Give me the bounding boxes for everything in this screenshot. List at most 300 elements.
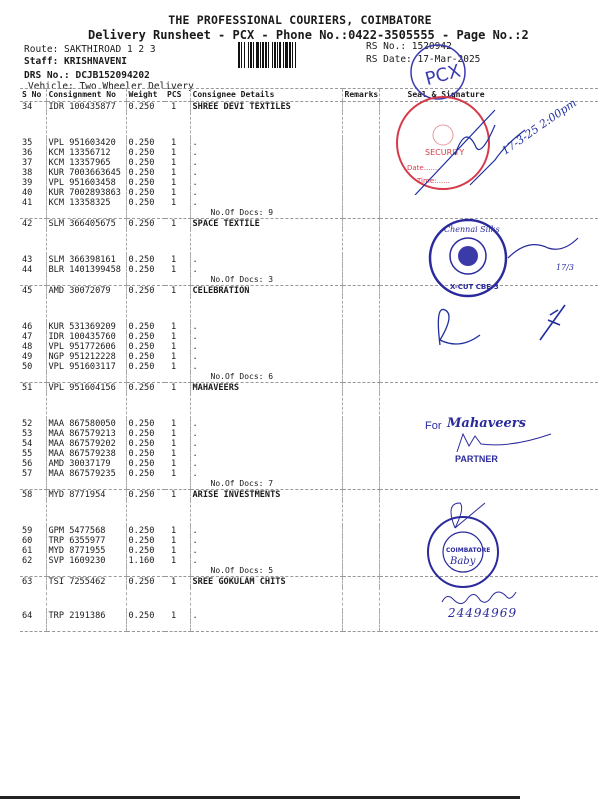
weight-cell: 0.250	[126, 332, 165, 342]
remarks-cell	[342, 439, 379, 449]
spacer-cell	[379, 587, 598, 611]
sno-cell: 42	[22, 219, 33, 229]
consignee-cell: .	[190, 168, 342, 178]
docs-row-cell	[379, 479, 598, 490]
spacer-cell	[46, 229, 126, 255]
pcs-cell: 1	[171, 265, 177, 275]
seal-cell	[379, 102, 598, 113]
spacer-cell	[342, 229, 379, 255]
weight-cell: 1.160	[126, 556, 165, 566]
docs-count: No.Of Docs: 5	[190, 566, 342, 577]
spacer-cell	[165, 500, 190, 526]
spacer-cell	[20, 296, 46, 322]
consignee-cell: ARISE INVESTMENTS	[190, 490, 342, 501]
weight-cell: 0.250	[126, 198, 165, 208]
table-row	[20, 219, 598, 230]
seal-cell	[379, 332, 598, 342]
pcs-cell: 1	[171, 419, 177, 429]
table-row	[20, 419, 598, 429]
runsheet-table	[20, 88, 598, 632]
docs-row-cell	[165, 566, 190, 577]
sno-cell: 47	[22, 332, 33, 342]
docs-count-row	[20, 208, 598, 219]
seal-cell	[379, 148, 598, 158]
seal-cell	[379, 322, 598, 332]
seal-cell	[379, 138, 598, 148]
docs-row-cell	[165, 621, 190, 632]
consignee-cell: .	[190, 188, 342, 198]
spacer-cell	[126, 393, 165, 419]
docs-row-cell	[126, 566, 165, 577]
docs-row-cell	[342, 621, 379, 632]
docs-row-cell	[46, 479, 126, 490]
weight-cell: 0.250	[126, 255, 165, 265]
pcs-cell: 1	[171, 178, 177, 188]
pcs-cell: 1	[171, 611, 177, 621]
table-row	[20, 526, 598, 536]
pcs-cell: 1	[171, 526, 177, 536]
spacer-cell	[342, 112, 379, 138]
consignee-cell: CELEBRATION	[190, 286, 342, 297]
pcs-cell: 1	[171, 362, 177, 372]
table-row	[20, 342, 598, 352]
consignment-cell: MAA 867579202	[46, 439, 126, 449]
remarks-cell	[342, 459, 379, 469]
shree-devi-sign: 17-3-25 2:00pm	[499, 96, 579, 158]
table-row	[20, 362, 598, 372]
svg-text:Date.......: Date.......	[407, 164, 440, 172]
seal-cell	[379, 362, 598, 372]
seal-cell	[379, 198, 598, 208]
remarks-cell	[342, 255, 379, 265]
sno-cell: 36	[22, 148, 33, 158]
seal-cell	[379, 556, 598, 566]
spacer-cell	[165, 587, 190, 611]
consignee-cell: .	[190, 342, 342, 352]
spacer-cell	[46, 393, 126, 419]
svg-text:Chennai Silks: Chennai Silks	[444, 225, 500, 234]
consignment-cell: AMD 30037179	[46, 459, 126, 469]
seal-cell	[379, 459, 598, 469]
consignee-cell: MAHAVEERS	[190, 383, 342, 394]
weight-cell: 0.250	[126, 138, 165, 148]
remarks-cell	[342, 352, 379, 362]
weight-cell: 0.250	[126, 352, 165, 362]
vehicle: Vehicle: Two Wheeler Delivery	[28, 81, 194, 92]
weight-cell: 0.250	[126, 158, 165, 168]
pcs-cell: 1	[171, 383, 177, 393]
spacer-cell	[126, 296, 165, 322]
table-row	[20, 459, 598, 469]
pcs-cell: 1	[171, 255, 177, 265]
spacer-cell	[20, 112, 46, 138]
pcs-cell: 1	[171, 536, 177, 546]
mahaveers-for: For	[425, 420, 442, 432]
pcs-cell: 1	[171, 332, 177, 342]
docs-row-cell	[46, 275, 126, 286]
weight-cell: 0.250	[126, 439, 165, 449]
consignment-cell: KUR 7003663645	[46, 168, 126, 178]
docs-row-cell	[342, 566, 379, 577]
consignee-cell: .	[190, 255, 342, 265]
docs-count: No.Of Docs: 9	[190, 208, 342, 219]
spacer-cell	[379, 296, 598, 322]
row-spacer	[20, 296, 598, 322]
remarks-cell	[342, 449, 379, 459]
table-row	[20, 168, 598, 178]
spacer-cell	[126, 587, 165, 611]
consignee-cell: SREE GOKULAM CHITS	[190, 577, 342, 588]
docs-row-cell	[165, 208, 190, 219]
consignment-cell: KCM 13356712	[46, 148, 126, 158]
consignment-cell: SVP 1609230	[46, 556, 126, 566]
consignee-cell: .	[190, 322, 342, 332]
docs-count: No.Of Docs: 7	[190, 479, 342, 490]
table-header	[20, 89, 598, 102]
remarks-cell	[342, 546, 379, 556]
consignee-cell: .	[190, 362, 342, 372]
sno-cell: 44	[22, 265, 33, 275]
docs-count-row	[20, 479, 598, 490]
seal-cell	[379, 449, 598, 459]
rs-number: RS No.: 1520942	[366, 41, 452, 52]
spacer-cell	[20, 229, 46, 255]
remarks-cell	[342, 342, 379, 352]
sno-cell: 41	[22, 198, 33, 208]
sno-cell: 59	[22, 526, 33, 536]
seal-cell	[379, 490, 598, 501]
remarks-cell	[342, 178, 379, 188]
spacer-cell	[165, 393, 190, 419]
weight-cell: 0.250	[126, 546, 165, 556]
consignee-cell: .	[190, 178, 342, 188]
seal-cell	[379, 536, 598, 546]
staff: Staff: KRISHNAVENI	[24, 56, 127, 67]
table-row	[20, 198, 598, 208]
consignment-cell: TSI 7255462	[46, 577, 126, 588]
remarks-cell	[342, 526, 379, 536]
remarks-cell	[342, 286, 379, 297]
table-row	[20, 429, 598, 439]
table-row	[20, 255, 598, 265]
seal-cell	[379, 178, 598, 188]
sno-cell: 61	[22, 546, 33, 556]
svg-text:SECURITY: SECURITY	[425, 148, 465, 157]
docs-row-cell	[342, 275, 379, 286]
consignee-cell: .	[190, 526, 342, 536]
docs-row-cell	[165, 275, 190, 286]
docs-row-cell	[379, 621, 598, 632]
weight-cell: 0.250	[126, 536, 165, 546]
seal-cell	[379, 342, 598, 352]
weight-cell: 0.250	[126, 429, 165, 439]
consignment-cell: BLR 1401399458	[46, 265, 126, 275]
sno-cell: 38	[22, 168, 33, 178]
sno-cell: 64	[22, 611, 33, 621]
weight-cell: 0.250	[126, 102, 165, 113]
sno-cell: 43	[22, 255, 33, 265]
sno-cell: 60	[22, 536, 33, 546]
docs-row-cell	[126, 479, 165, 490]
pcs-cell: 1	[171, 148, 177, 158]
weight-cell: 0.250	[126, 188, 165, 198]
consignment-cell: KCM 13357965	[46, 158, 126, 168]
weight-cell: 0.250	[126, 526, 165, 536]
consignment-cell: MAA 867579238	[46, 449, 126, 459]
consignee-cell: .	[190, 429, 342, 439]
weight-cell: 0.250	[126, 322, 165, 332]
consignment-cell: SLM 366398161	[46, 255, 126, 265]
col-remarks: Remarks	[342, 89, 379, 102]
consignment-cell: VPL 951772606	[46, 342, 126, 352]
spacer-cell	[20, 587, 46, 611]
table-row	[20, 286, 598, 297]
table-row	[20, 148, 598, 158]
docs-count-row	[20, 275, 598, 286]
consignment-cell: KCM 13358325	[46, 198, 126, 208]
spacer-cell	[46, 296, 126, 322]
spacer-cell	[46, 112, 126, 138]
consignee-cell: SHREE DEVI TEXTILES	[190, 102, 342, 113]
weight-cell: 0.250	[126, 383, 165, 394]
docs-row-cell	[46, 621, 126, 632]
sno-cell: 57	[22, 469, 33, 479]
seal-cell	[379, 577, 598, 588]
drs-number: DRS No.: DCJB152094202	[24, 70, 150, 81]
weight-cell: 0.250	[126, 286, 165, 297]
seal-cell	[379, 546, 598, 556]
docs-row-cell	[379, 275, 598, 286]
row-spacer	[20, 393, 598, 419]
pcs-cell: 1	[171, 342, 177, 352]
docs-row-cell	[342, 208, 379, 219]
spacer-cell	[126, 229, 165, 255]
remarks-cell	[342, 469, 379, 479]
consignee-cell: .	[190, 352, 342, 362]
mahaveers-name: Mahaveers	[447, 416, 526, 431]
consignment-cell: SLM 366405675	[46, 219, 126, 230]
consignment-cell: VPL 951603458	[46, 178, 126, 188]
sno-cell: 53	[22, 429, 33, 439]
seal-cell	[379, 265, 598, 275]
remarks-cell	[342, 362, 379, 372]
pcs-cell: 1	[171, 188, 177, 198]
mahaveers-partner: PARTNER	[455, 454, 498, 464]
seal-cell	[379, 611, 598, 621]
remarks-cell	[342, 536, 379, 546]
docs-row-cell	[20, 372, 46, 383]
table-row	[20, 546, 598, 556]
table-row	[20, 383, 598, 394]
table-row	[20, 332, 598, 342]
seal-cell	[379, 219, 598, 230]
spacer-cell	[20, 393, 46, 419]
sno-cell: 37	[22, 158, 33, 168]
pcs-cell: 1	[171, 556, 177, 566]
spacer-cell	[165, 296, 190, 322]
spacer-cell	[379, 393, 598, 419]
remarks-cell	[342, 168, 379, 178]
seal-cell	[379, 286, 598, 297]
weight-cell: 0.250	[126, 362, 165, 372]
table-row	[20, 577, 598, 588]
docs-row-cell	[379, 208, 598, 219]
sno-cell: 55	[22, 449, 33, 459]
spacer-cell	[46, 587, 126, 611]
consignment-cell: GPM 5477568	[46, 526, 126, 536]
spacer-cell	[190, 229, 342, 255]
row-spacer	[20, 112, 598, 138]
consignee-cell: .	[190, 611, 342, 621]
weight-cell: 0.250	[126, 577, 165, 588]
spacer-cell	[165, 112, 190, 138]
consignment-cell: MYD 8771954	[46, 490, 126, 501]
docs-row-cell	[46, 566, 126, 577]
pcs-cell: 1	[171, 158, 177, 168]
chennai-sign: 17/3	[556, 263, 574, 272]
pcs-cell: 1	[171, 102, 177, 112]
seal-cell	[379, 429, 598, 439]
table-row	[20, 556, 598, 566]
consignment-cell: NGP 951212228	[46, 352, 126, 362]
consignee-cell: .	[190, 439, 342, 449]
weight-cell: 0.250	[126, 449, 165, 459]
pcs-cell: 1	[171, 168, 177, 178]
consignee-cell: .	[190, 158, 342, 168]
table-row	[20, 265, 598, 275]
remarks-cell	[342, 138, 379, 148]
remarks-cell	[342, 219, 379, 230]
remarks-cell	[342, 332, 379, 342]
sno-cell: 56	[22, 459, 33, 469]
consignment-cell: MAA 867579235	[46, 469, 126, 479]
remarks-cell	[342, 490, 379, 501]
pcs-cell: 1	[171, 429, 177, 439]
consignee-cell: .	[190, 469, 342, 479]
table-row	[20, 439, 598, 449]
seal-cell	[379, 188, 598, 198]
remarks-cell	[342, 577, 379, 588]
spacer-cell	[342, 587, 379, 611]
consignment-cell: IDR 100435760	[46, 332, 126, 342]
spacer-cell	[126, 112, 165, 138]
remarks-cell	[342, 429, 379, 439]
consignment-cell: IDR 100435877	[46, 102, 126, 113]
docs-row-cell	[165, 479, 190, 490]
spacer-cell	[342, 500, 379, 526]
scan-edge	[0, 796, 520, 799]
sno-cell: 35	[22, 138, 33, 148]
consignee-cell: .	[190, 546, 342, 556]
col-seal: Seal & Signature	[379, 89, 598, 102]
seal-cell	[379, 439, 598, 449]
pcs-cell: 1	[171, 219, 177, 229]
sno-cell: 52	[22, 419, 33, 429]
docs-row-cell	[20, 566, 46, 577]
col-weight: Weight	[126, 89, 165, 102]
sno-cell: 63	[22, 577, 33, 587]
docs-count-row	[20, 372, 598, 383]
docs-row-cell	[126, 621, 165, 632]
spacer-cell	[190, 500, 342, 526]
docs-row-cell	[342, 479, 379, 490]
remarks-cell	[342, 188, 379, 198]
consignment-cell: TRP 6355977	[46, 536, 126, 546]
seal-cell	[379, 469, 598, 479]
consignment-cell: VPL 951604156	[46, 383, 126, 394]
pcx-stamp-text: PCX	[422, 60, 463, 91]
sno-cell: 49	[22, 352, 33, 362]
docs-row-cell	[46, 208, 126, 219]
docs-row-cell	[126, 275, 165, 286]
docs-row-cell	[46, 372, 126, 383]
weight-cell: 0.250	[126, 265, 165, 275]
docs-count: No.Of Docs: 6	[190, 372, 342, 383]
consignee-cell: .	[190, 459, 342, 469]
remarks-cell	[342, 148, 379, 158]
weight-cell: 0.250	[126, 342, 165, 352]
table-row	[20, 611, 598, 621]
consignee-cell: .	[190, 332, 342, 342]
docs-row-cell	[379, 372, 598, 383]
docs-count-row	[20, 621, 598, 632]
seal-cell	[379, 168, 598, 178]
seal-cell	[379, 255, 598, 265]
spacer-cell	[342, 393, 379, 419]
pcs-cell: 1	[171, 577, 177, 587]
sno-cell: 58	[22, 490, 33, 500]
spacer-cell	[20, 500, 46, 526]
docs-count	[190, 621, 342, 632]
svg-text:COIMBATORE: COIMBATORE	[446, 547, 491, 554]
col-pcs: PCS	[165, 89, 190, 102]
gokulam-sign-number: 24494969	[448, 606, 518, 620]
weight-cell: 0.250	[126, 219, 165, 230]
remarks-cell	[342, 265, 379, 275]
weight-cell: 0.250	[126, 148, 165, 158]
sno-cell: 48	[22, 342, 33, 352]
table-row	[20, 490, 598, 501]
remarks-cell	[342, 611, 379, 621]
remarks-cell	[342, 383, 379, 394]
pcs-cell: 1	[171, 138, 177, 148]
weight-cell: 0.250	[126, 490, 165, 501]
pcs-cell: 1	[171, 322, 177, 332]
remarks-cell	[342, 322, 379, 332]
docs-row-cell	[126, 372, 165, 383]
col-consignment: Consignment No	[46, 89, 126, 102]
sno-cell: 50	[22, 362, 33, 372]
remarks-cell	[342, 102, 379, 113]
docs-row-cell	[20, 208, 46, 219]
seal-cell	[379, 383, 598, 394]
table-row	[20, 536, 598, 546]
spacer-cell	[379, 500, 598, 526]
table-row	[20, 178, 598, 188]
seal-cell	[379, 419, 598, 429]
consignee-cell: SPACE TEXTILE	[190, 219, 342, 230]
sno-cell: 62	[22, 556, 33, 566]
pcs-cell: 1	[171, 469, 177, 479]
pcs-cell: 1	[171, 490, 177, 500]
remarks-cell	[342, 158, 379, 168]
consignment-cell: KUR 7002893863	[46, 188, 126, 198]
remarks-cell	[342, 419, 379, 429]
sno-cell: 54	[22, 439, 33, 449]
rs-date: RS Date: 17-Mar-2025	[366, 54, 481, 65]
pcs-cell: 1	[171, 459, 177, 469]
docs-row-cell	[342, 372, 379, 383]
